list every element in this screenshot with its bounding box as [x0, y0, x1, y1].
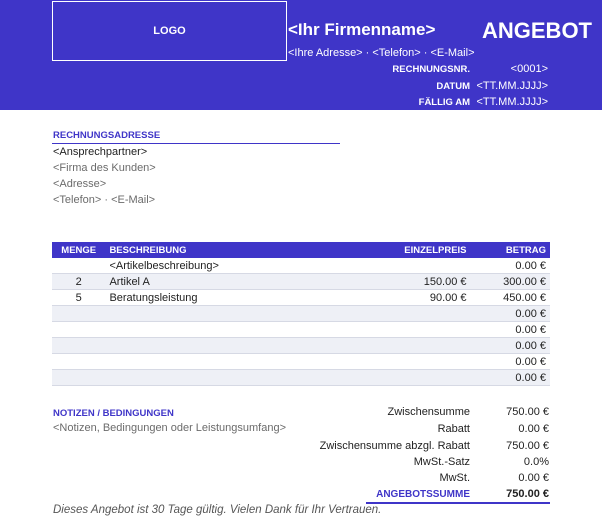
row-amount: 0.00 € [471, 322, 550, 338]
row-desc[interactable] [105, 322, 328, 338]
grand-total-underline [366, 502, 550, 504]
table-row [52, 258, 550, 274]
date-value: <TT.MM.JJJJ> [476, 80, 548, 92]
row-desc[interactable]: Beratungsleistung [105, 290, 328, 306]
tax-value: 0.00 € [518, 472, 549, 484]
row-desc[interactable]: <Artikelbeschreibung> [105, 258, 328, 274]
table-row [52, 370, 550, 386]
row-amount: 0.00 € [471, 306, 550, 322]
table-row [52, 274, 550, 290]
subtotal-label: Zwischensumme [387, 406, 470, 418]
table-row [52, 306, 550, 322]
billing-contact: <Ansprechpartner> [53, 146, 148, 158]
company-contact-line: <Ihre Adresse> · <Telefon> · <E-Mail> [288, 47, 475, 59]
table-row [52, 322, 550, 338]
row-amount: 0.00 € [471, 354, 550, 370]
logo-placeholder: LOGO [52, 1, 287, 61]
row-qty[interactable] [52, 322, 105, 338]
row-desc[interactable] [105, 370, 328, 386]
row-price[interactable] [328, 338, 470, 354]
col-desc-header: BESCHREIBUNG [105, 242, 328, 258]
subtotal-value: 750.00 € [506, 406, 549, 418]
due-date-label: FÄLLIG AM [418, 97, 470, 108]
table-row [52, 290, 550, 306]
tax-label: MwSt. [439, 472, 470, 484]
row-qty[interactable]: 2 [52, 274, 105, 290]
header-banner [0, 0, 602, 110]
row-price[interactable] [328, 370, 470, 386]
row-price[interactable]: 150.00 € [328, 274, 470, 290]
row-desc[interactable]: Artikel A [105, 274, 328, 290]
billing-divider [52, 143, 340, 144]
discount-label: Rabatt [437, 423, 470, 435]
row-qty[interactable] [52, 370, 105, 386]
items-table [52, 242, 550, 386]
col-price-header: EINZELPREIS [328, 242, 470, 258]
notes-title: NOTIZEN / BEDINGUNGEN [53, 408, 174, 419]
row-price[interactable]: 90.00 € [328, 290, 470, 306]
invoice-number-value: <0001> [510, 63, 548, 75]
date-label: DATUM [436, 81, 470, 92]
billing-company: <Firma des Kunden> [53, 162, 156, 174]
row-qty[interactable] [52, 258, 105, 274]
subtotal-after-discount-label: Zwischensumme abzgl. Rabatt [319, 440, 470, 452]
notes-text[interactable]: <Notizen, Bedingungen oder Leistungsumfang> [53, 422, 287, 434]
items-header-row [52, 242, 550, 258]
billing-address: <Adresse> [53, 178, 107, 190]
discount-value[interactable]: 0.00 € [518, 423, 549, 435]
row-price[interactable] [328, 306, 470, 322]
due-date-value: <TT.MM.JJJJ> [476, 96, 548, 108]
col-qty-header: MENGE [52, 242, 105, 258]
row-qty[interactable] [52, 338, 105, 354]
row-amount: 0.00 € [471, 258, 550, 274]
row-desc[interactable] [105, 338, 328, 354]
billing-phone-email: <Telefon> · <E-Mail> [53, 194, 156, 206]
row-qty[interactable]: 5 [52, 290, 105, 306]
row-amount: 0.00 € [471, 338, 550, 354]
footer-note: Dieses Angebot ist 30 Tage gültig. Vielen Dank für Ihr Vertrauen. [53, 504, 382, 516]
row-amount: 0.00 € [471, 370, 550, 386]
tax-rate-label: MwSt.-Satz [413, 456, 470, 468]
subtotal-after-discount-value: 750.00 € [506, 440, 549, 452]
row-price[interactable] [328, 258, 470, 274]
table-row [52, 338, 550, 354]
billing-address-title: RECHNUNGSADRESSE [53, 130, 161, 141]
row-amount: 450.00 € [471, 290, 550, 306]
row-amount: 300.00 € [471, 274, 550, 290]
document-title: ANGEBOT [482, 18, 592, 43]
row-price[interactable] [328, 354, 470, 370]
col-amount-header: BETRAG [471, 242, 550, 258]
table-row [52, 354, 550, 370]
row-qty[interactable] [52, 306, 105, 322]
invoice-number-label: RECHNUNGSNR. [392, 64, 470, 75]
subtotal-after-discount-clip [319, 440, 470, 454]
row-price[interactable] [328, 322, 470, 338]
row-desc[interactable] [105, 306, 328, 322]
grand-total-value: 750.00 € [506, 488, 549, 500]
row-qty[interactable] [52, 354, 105, 370]
tax-rate-value[interactable]: 0.0% [523, 456, 549, 468]
row-desc[interactable] [105, 354, 328, 370]
company-name: <Ihr Firmenname> [288, 20, 436, 39]
grand-total-label: ANGEBOTSSUMME [376, 489, 470, 500]
